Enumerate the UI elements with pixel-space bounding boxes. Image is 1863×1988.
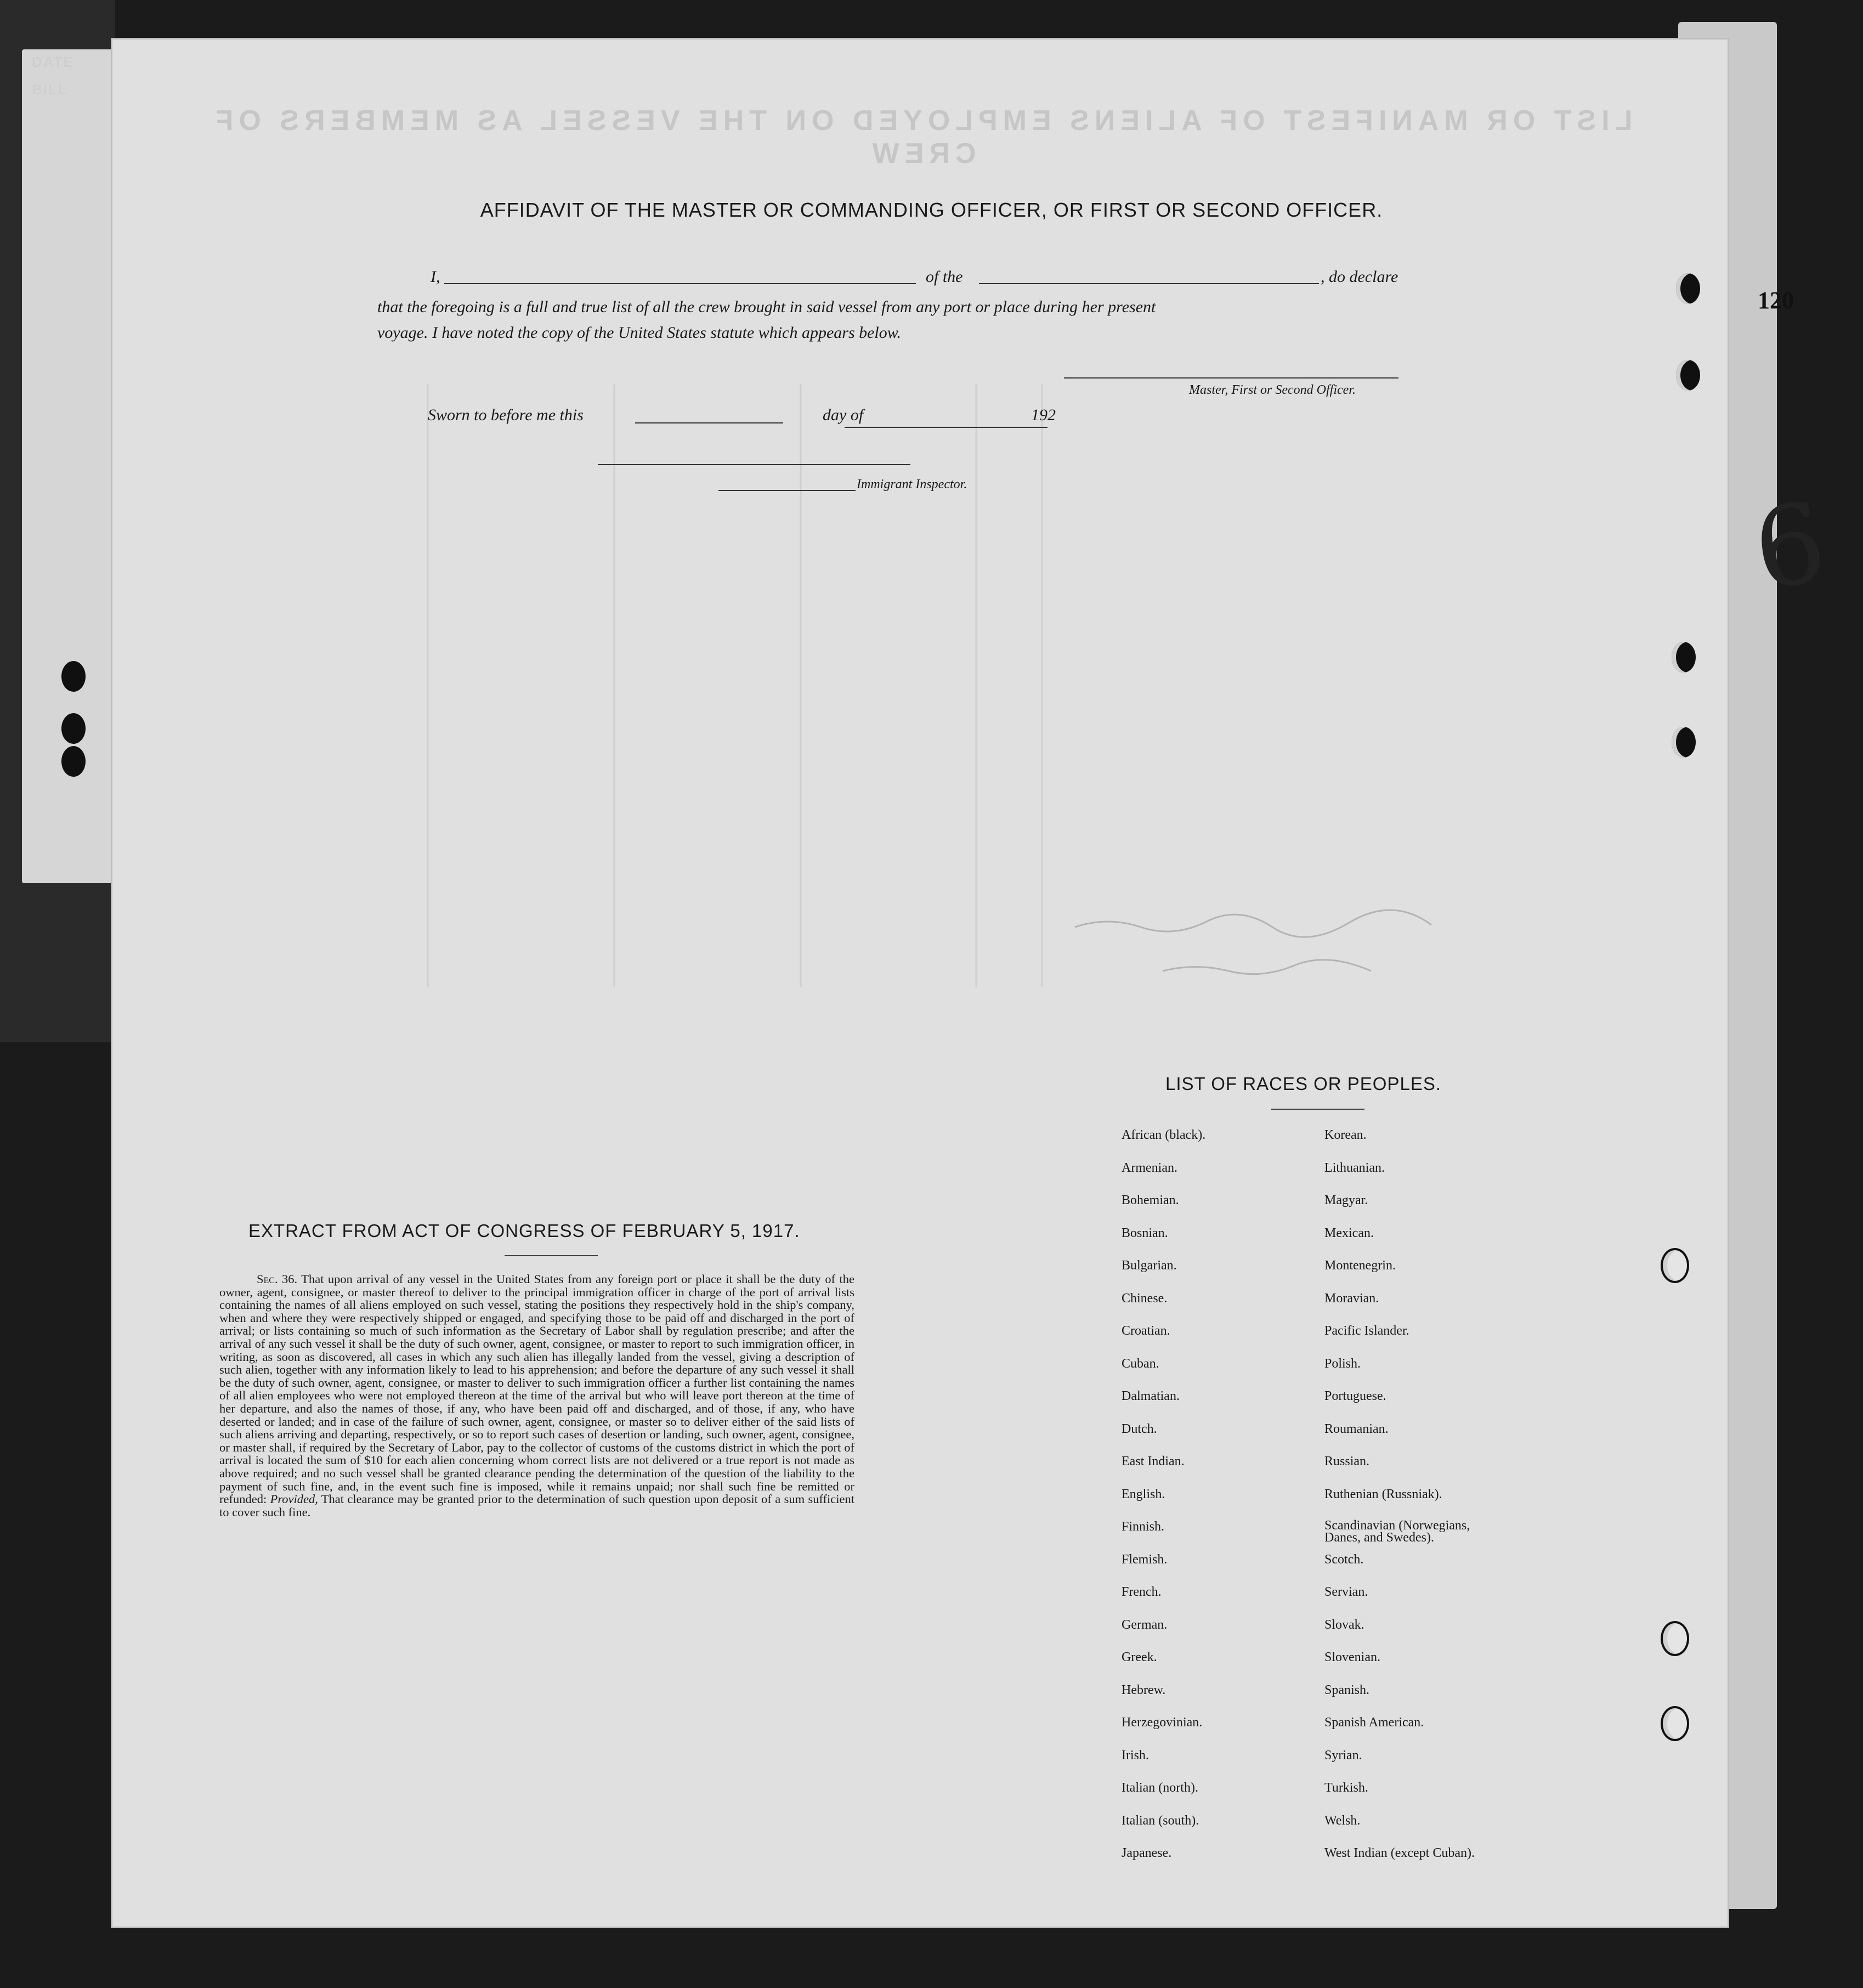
punch-hole [1676,360,1700,391]
section-body: That upon arrival of any vessel in the United States from any foreign port or place it shall be the duty of the owner, agent, consignee, or master thereof to deliver to the principal immigration officer in charge of the port of arrival lists containing the names of all aliens employed on such vessel, stating the positions they respectively hold in the ship's company, when and where they were respectively shipped or engaged, and specifying those to be paid off and discharged in the port of arrival; or lists containing so much of such information as the Secretary of Labor shall by regulation prescribe; and after the arrival of any such vessel it shall be the duty of such owner, agent, consignee, or master to report to such immigration officer, in writing, as soon as discovered, all cases in which any such alien has illegally landed from the vessel, giving a description of such alien, together with any information likely to lead to his apprehension; and before the departure of any such vessel it shall be the duty of such owner, agent, consignee, or master to deliver to such immigration officer a further list containing the names of all alien employees who were not employed thereon at the time of the arrival but who will leave port thereon at the time of her departure, and also the names of those, if any, who have been paid off and discharged, and of those, if any, who have deserted or landed; and in case of the failure of such owner, agent, consignee, or master so to deliver either of the said lists of such aliens arriving and departing, respectively, or so to report such cases of desertion or landing, such owner, agent, consignee, or master shall, if required by the Secretary of Labor, pay to the collector of customs of the customs district in which the port of arrival is located the sum of $10 for each alien concerning whom correct lists are not delivered or a true report is not made as above required; and no such vessel shall be granted clearance pending the determination of the question of the liability to the payment of such fine, and, in the event such fine is imposed, while it remains unpaid; nor shall such fine be remitted or refunded: [219,1272,855,1506]
race-item: Spanish American. [1324,1715,1424,1730]
race-item: Dutch. [1122,1421,1157,1436]
punch-hole [61,713,86,744]
race-item: Scandinavian (Norwegians, Danes, and Swedes). [1324,1518,1470,1545]
race-item: German. [1122,1617,1168,1632]
affidavit-title: AFFIDAVIT OF THE MASTER OR COMMANDING OFFICER, OR FIRST OR SECOND OFFICER. [480,199,1383,221]
race-item: Welsh. [1324,1813,1361,1828]
race-item: Irish. [1122,1748,1149,1763]
day-of-text: day of [823,406,864,424]
races-right-column [1324,1128,1505,1879]
year-text: 192 [1031,406,1056,424]
punch-hole [61,746,86,777]
day-field-line [635,422,783,423]
race-item: Finnish. [1122,1520,1165,1534]
race-item: Italian (south). [1122,1813,1199,1828]
race-item: Russian. [1324,1454,1370,1469]
punch-hole [1672,642,1696,673]
race-item: Greek. [1122,1650,1157,1664]
master-signature-line [1064,377,1398,379]
race-item: Italian (north). [1122,1781,1198,1795]
affidavit-line-2: that the foregoing is a full and true list of all the crew brought in said vessel from any port or place during her present [377,298,1156,316]
section-label: Sec. 36. [257,1272,298,1286]
inspector-line-short [718,490,856,491]
race-item: Herzegovinian. [1122,1715,1203,1730]
race-item: Japanese. [1122,1846,1172,1860]
edge-label: BILL [32,81,68,98]
race-item: Polish. [1324,1356,1361,1371]
race-item: French. [1122,1585,1162,1599]
race-item: Bosnian. [1122,1225,1168,1240]
race-item: Ruthenian (Russniak). [1324,1487,1442,1501]
affidavit-do-declare: , do declare [1321,268,1398,286]
race-item: Pacific Islander. [1324,1324,1409,1338]
race-item: Magyar. [1324,1193,1368,1207]
race-item: Portuguese. [1324,1389,1386,1403]
race-item: Flemish. [1122,1552,1168,1567]
races-left-column [1122,1128,1205,1879]
race-item: Chinese. [1122,1291,1168,1306]
race-item: Scotch. [1324,1552,1364,1567]
race-item: Montenegrin. [1324,1258,1396,1273]
races-title: LIST OF RACES OR PEOPLES. [1165,1074,1442,1094]
race-item: Korean. [1324,1128,1367,1142]
punch-hole [1661,1706,1689,1741]
race-item: Slovenian. [1324,1650,1380,1664]
race-item: Moravian. [1324,1291,1379,1306]
bleed-through-title: LIST OR MANIFEST OF ALIENS EMPLOYED ON THE VESSEL AS MEMBERS OF CREW [210,105,1633,170]
section-36-text [219,1273,854,1518]
extract-title: EXTRACT FROM ACT OF CONGRESS OF FEBRUARY 5, 1917. [248,1221,800,1241]
race-item: Cuban. [1122,1356,1159,1371]
inspector-signature-line [598,464,910,465]
punch-hole [1661,1621,1689,1656]
punch-hole [1672,727,1696,758]
affidavit-of-the: of the [926,268,963,286]
race-item: Armenian. [1122,1160,1177,1175]
edge-label: DATE [32,54,74,70]
punch-hole [1661,1248,1689,1283]
race-item: African (black). [1122,1128,1206,1142]
race-item: Bohemian. [1122,1193,1179,1207]
race-item: Servian. [1324,1585,1368,1599]
divider-rule [505,1255,598,1256]
race-item: East Indian. [1122,1454,1185,1469]
punch-hole [1676,273,1700,304]
sworn-text: Sworn to before me this [428,406,584,424]
inspector-label: Immigrant Inspector. [857,477,967,492]
race-item: West Indian (except Cuban). [1324,1846,1475,1860]
race-item: Spanish. [1324,1682,1370,1697]
race-item: Slovak. [1324,1617,1364,1632]
race-item: Lithuanian. [1324,1160,1385,1175]
race-item: Turkish. [1324,1781,1368,1795]
race-item: Syrian. [1324,1748,1362,1763]
race-item: Hebrew. [1122,1682,1166,1697]
stamp-number: 120 [1758,287,1794,314]
month-field-line [845,427,1047,428]
race-item: Dalmatian. [1122,1389,1180,1403]
race-item: Bulgarian. [1122,1258,1177,1273]
punch-hole [61,661,86,692]
section-tail: That clearance may be granted prior to the determination of such question upon deposit of a sum sufficient to cover such fine. [219,1492,855,1519]
divider-rule [1271,1109,1364,1110]
master-label: Master, First or Second Officer. [1189,383,1356,397]
race-item: Mexican. [1324,1225,1374,1240]
race-item: Croatian. [1122,1324,1170,1338]
handwritten-mark: 6 [1746,478,1833,615]
affidavit-line-3: voyage. I have noted the copy of the United States statute which appears below. [377,324,902,342]
race-item: Roumanian. [1324,1421,1389,1436]
vessel-field-line [979,283,1319,284]
affidavit-i: I, [431,268,440,286]
provided-term: Provided, [270,1492,318,1506]
name-field-line [444,283,916,284]
race-item: English. [1122,1487,1165,1501]
